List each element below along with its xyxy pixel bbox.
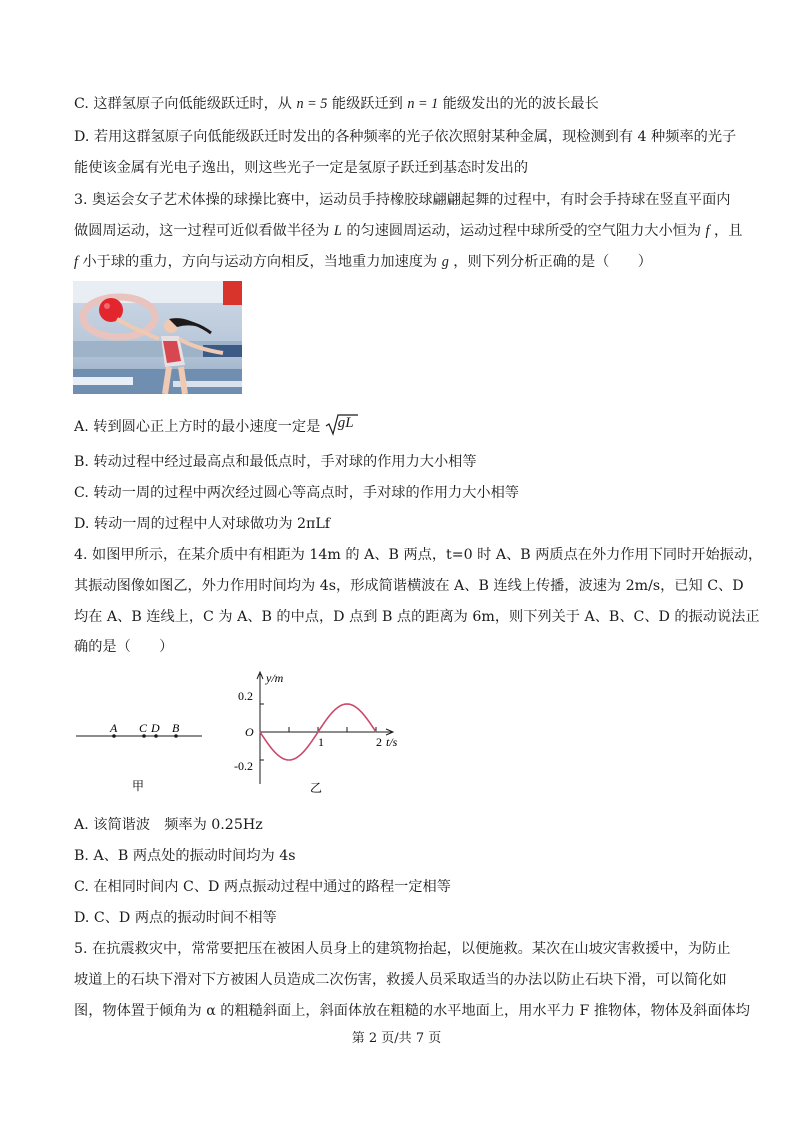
q4-option-a: A. 该简谐波 频率为 0.25Hz xyxy=(74,817,263,833)
x-tick-1: 1 xyxy=(318,735,324,749)
vibration-chart xyxy=(234,671,398,784)
gymnast-photo xyxy=(73,281,242,394)
q3-option-a: A. 转到圆心正上方时的最小速度一定是 gL xyxy=(74,414,359,437)
y-axis-label: y/m xyxy=(266,671,284,685)
wave-figure xyxy=(70,668,410,798)
option-c: C. 这群氢原子向低能级跃迁时，从 n = 5 能级跃迁到 n = 1 能级发出的光的波长最长 xyxy=(74,96,599,112)
point-a xyxy=(109,721,118,738)
point-b xyxy=(172,721,180,738)
wave-figure-svg xyxy=(70,668,410,798)
q4-option-b: B. A、B 两点处的振动时间均为 4s xyxy=(74,848,296,864)
x-tick-2: 2 xyxy=(376,735,382,749)
point-c xyxy=(139,721,148,738)
x-axis-label: t/s xyxy=(386,735,398,749)
svg-text:A: A xyxy=(110,721,118,735)
q4-line4: 确的是（ ） xyxy=(74,639,174,655)
label-yi: 乙 xyxy=(310,781,323,795)
svg-text:D: D xyxy=(151,721,160,735)
label-jia: 甲 xyxy=(132,779,145,793)
y-tick-pos: 0.2 xyxy=(238,689,253,703)
q5-line3: 图，物体置于倾角为 α 的粗糙斜面上，斜面体放在粗糙的水平地面上，用水平力 F 推物体，物体及斜面体均 xyxy=(74,1003,750,1019)
q3-line1: 3. 奥运会女子艺术体操的球操比赛中，运动员手持橡胶球翩翩起舞的过程中，有时会手持球在竖直平面内 xyxy=(74,192,731,208)
q4-line1: 4. 如图甲所示，在某介质中有相距为 14m 的 A、B 两点，t=0 时 A、B 两质点在外力作用下同时开始振动， xyxy=(74,547,763,563)
q3-line3: f 小于球的重力，方向与运动方向相反，当地重力加速度为 g ，则下列分析正确的是（ ） xyxy=(74,254,652,270)
q4-option-d: D. C、D 两点的振动时间不相等 xyxy=(74,910,277,926)
option-d-line2: 能使该金属有光电子逸出，则这些光子一定是氢原子跃迁到基态时发出的 xyxy=(74,160,529,176)
origin-label: O xyxy=(245,725,254,739)
option-d-line1: D. 若用这群氢原子向低能级跃迁时发出的各种频率的光子依次照射某种金属，现检测到有 4 种频率的光子 xyxy=(74,129,737,145)
page-footer: 第 2 页/共 7 页 xyxy=(351,1031,442,1046)
svg-text:C: C xyxy=(139,721,148,735)
q4-line2: 其振动图像如图乙，外力作用时间均为 4s，形成简谐横波在 A、B 连线上传播，波速为 2m/s，已知 C、D xyxy=(74,578,744,594)
q3-option-c: C. 转动一周的过程中两次经过圆心等高点时，手对球的作用力大小相等 xyxy=(74,485,519,501)
svg-text:B: B xyxy=(172,721,180,735)
q4-line3: 均在 A、B 连线上，C 为 A、B 的中点，D 点到 B 点的距离为 6m，则下列关于 A、B、C、D 的振动说法正 xyxy=(74,609,760,625)
q3-line2: 做圆周运动，这一过程可近似看做半径为 L 的匀速圆周运动，运动过程中球所受的空气阻力大小恒为 f ，且 xyxy=(74,223,743,239)
q3-option-b: B. 转动过程中经过最高点和最低点时，手对球的作用力大小相等 xyxy=(74,454,477,470)
q4-option-c: C. 在相同时间内 C、D 两点振动过程中通过的路程一定相等 xyxy=(74,879,451,895)
q5-line2: 坡道上的石块下滑对下方被困人员造成二次伤害，救援人员采取适当的办法以防止石块下滑，可以简化如 xyxy=(74,972,727,988)
y-tick-neg: -0.2 xyxy=(234,759,253,773)
q5-line1: 5. 在抗震救灾中，常常要把压在被困人员身上的建筑物抬起，以便施救。某次在山坡灾害救援中，为防止 xyxy=(74,941,731,957)
q3-option-d: D. 转动一周的过程中人对球做功为 2πLf xyxy=(74,516,331,532)
sqrt-symbol: gL xyxy=(325,414,359,437)
point-d xyxy=(150,721,160,738)
gymnast-image xyxy=(73,281,242,394)
